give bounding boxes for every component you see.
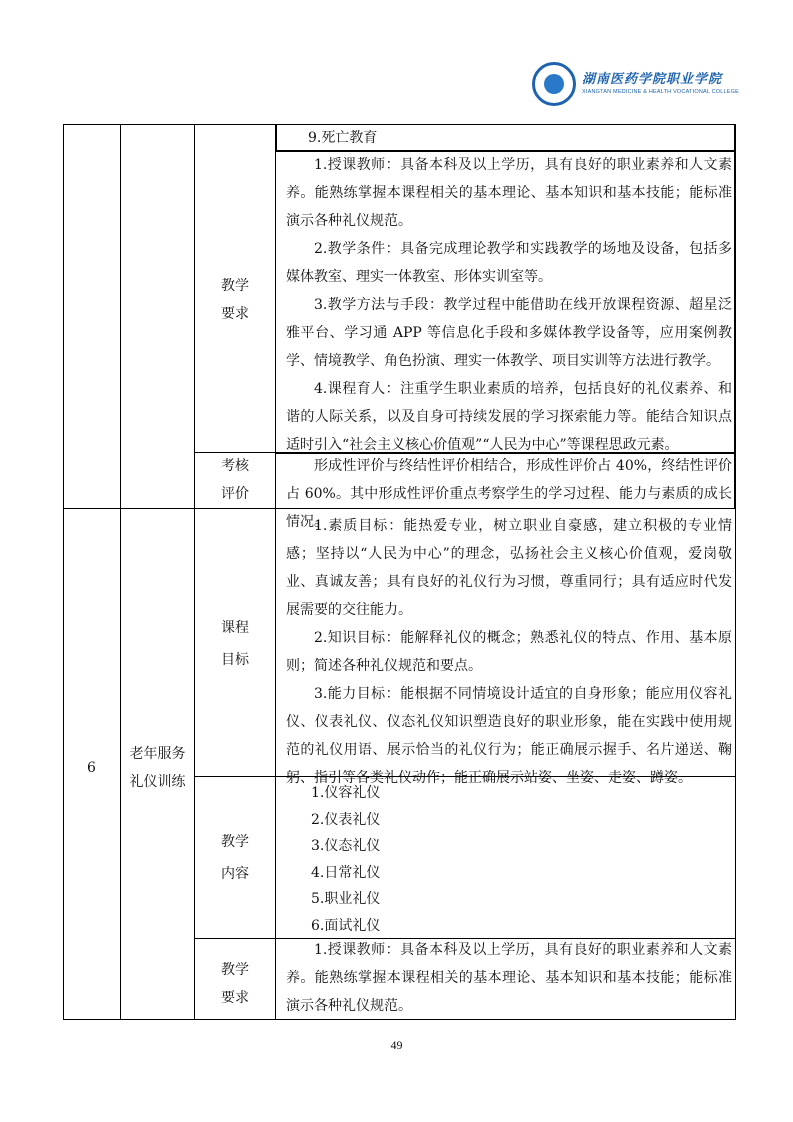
college-english-name: XIANGTAN MEDICINE & HEALTH VOCATIONAL COLLEGE <box>582 89 740 95</box>
content-item-9: 9.死亡教育 <box>308 130 378 146</box>
row6-teaching-requirements-text: 1.授课教师：具备本科及以上学历，具有良好的职业素养和人文素养。能熟练掌握本课程相关的基本理论、基本知识和基本技能；能标准演示各种礼仪规范。 <box>286 942 732 1014</box>
row-number: 6 <box>87 760 96 776</box>
content-item: 4.日常礼仪 <box>311 864 381 881</box>
row6-teaching-requirements-label: 教学 要求 <box>221 962 249 1006</box>
assessment-label: 考核 评价 <box>221 458 249 502</box>
content-item: 5.职业礼仪 <box>311 891 381 907</box>
course-objectives-text <box>286 512 732 792</box>
course-name: 老年服务 礼仪训练 <box>129 746 186 790</box>
content-item: 3.仪态礼仪 <box>311 838 381 854</box>
teaching-requirements-label: 教学 要求 <box>221 278 249 322</box>
teaching-content-list <box>311 780 380 939</box>
college-name: 湖南医药学院职业学院 <box>582 72 723 87</box>
requirement-education: 4.课程育人：注重学生职业素质的培养，包括良好的礼仪素养、和谐的人际关系，以及自身可持续发展的学习探索能力等。能结合知识点适时引入“社会主义核心价值观”“人民为中心”等课程思政元素。 <box>286 381 732 453</box>
teaching-requirements-text <box>286 151 732 459</box>
content-item: 2.仪表礼仪 <box>311 811 381 828</box>
course-objectives-label: 课程 目标 <box>221 620 249 668</box>
content-item: 1.仪容礼仪 <box>311 785 381 801</box>
content-item: 6.面试礼仪 <box>311 917 381 934</box>
assessment-text: 形成性评价与终结性评价相结合，形成性评价占 40%，终结性评价占 60%。其中形成性评价重点考察学生的学习过程、能力与素质的成长情况。 <box>286 458 732 530</box>
objective-knowledge: 2.知识目标：能解释礼仪的概念；熟悉礼仪的特点、作用、基本原则；简述各种礼仪规范和要点。 <box>286 630 732 674</box>
page-number: 49 <box>390 1038 403 1052</box>
requirement-methods: 3.教学方法与手段：教学过程中能借助在线开放课程资源、超星泛雅平台、学习通 APP 等信息化手段和多媒体教学设备等，应用案例教学、情境教学、角色扮演、理实一体教学、项目实训等方法进行教学。 <box>286 297 732 369</box>
requirement-conditions: 2.教学条件：具备完成理论教学和实践教学的场地及设备，包括多媒体教室、理实一体教室、形体实训室等。 <box>286 241 732 285</box>
objective-ability: 3.能力目标：能根据不同情境设计适宜的自身形象；能应用仪容礼仪、仪表礼仪、仪态礼仪知识塑造良好的职业形象，能在实践中使用规范的礼仪用语、展示恰当的礼仪行为；能正确展示握手、名片递送、鞠躬、指引等各类礼仪动作；能正确展示站姿、坐姿、走姿、蹲姿。 <box>286 686 732 786</box>
requirement-teacher: 1.授课教师：具备本科及以上学历，具有良好的职业素养和人文素养。能熟练掌握本课程相关的基本理论、基本知识和基本技能；能标准演示各种礼仪规范。 <box>286 157 732 229</box>
teaching-content-label: 教学 内容 <box>221 834 249 882</box>
objective-quality: 1.素质目标：能热爱专业，树立职业自豪感，建立积极的专业情感；坚持以“人民为中心”的理念，弘扬社会主义核心价值观，爱岗敬业、真诚友善；具有良好的礼仪行为习惯，尊重同行；具有适应时代发展需要的交往能力。 <box>286 518 732 618</box>
